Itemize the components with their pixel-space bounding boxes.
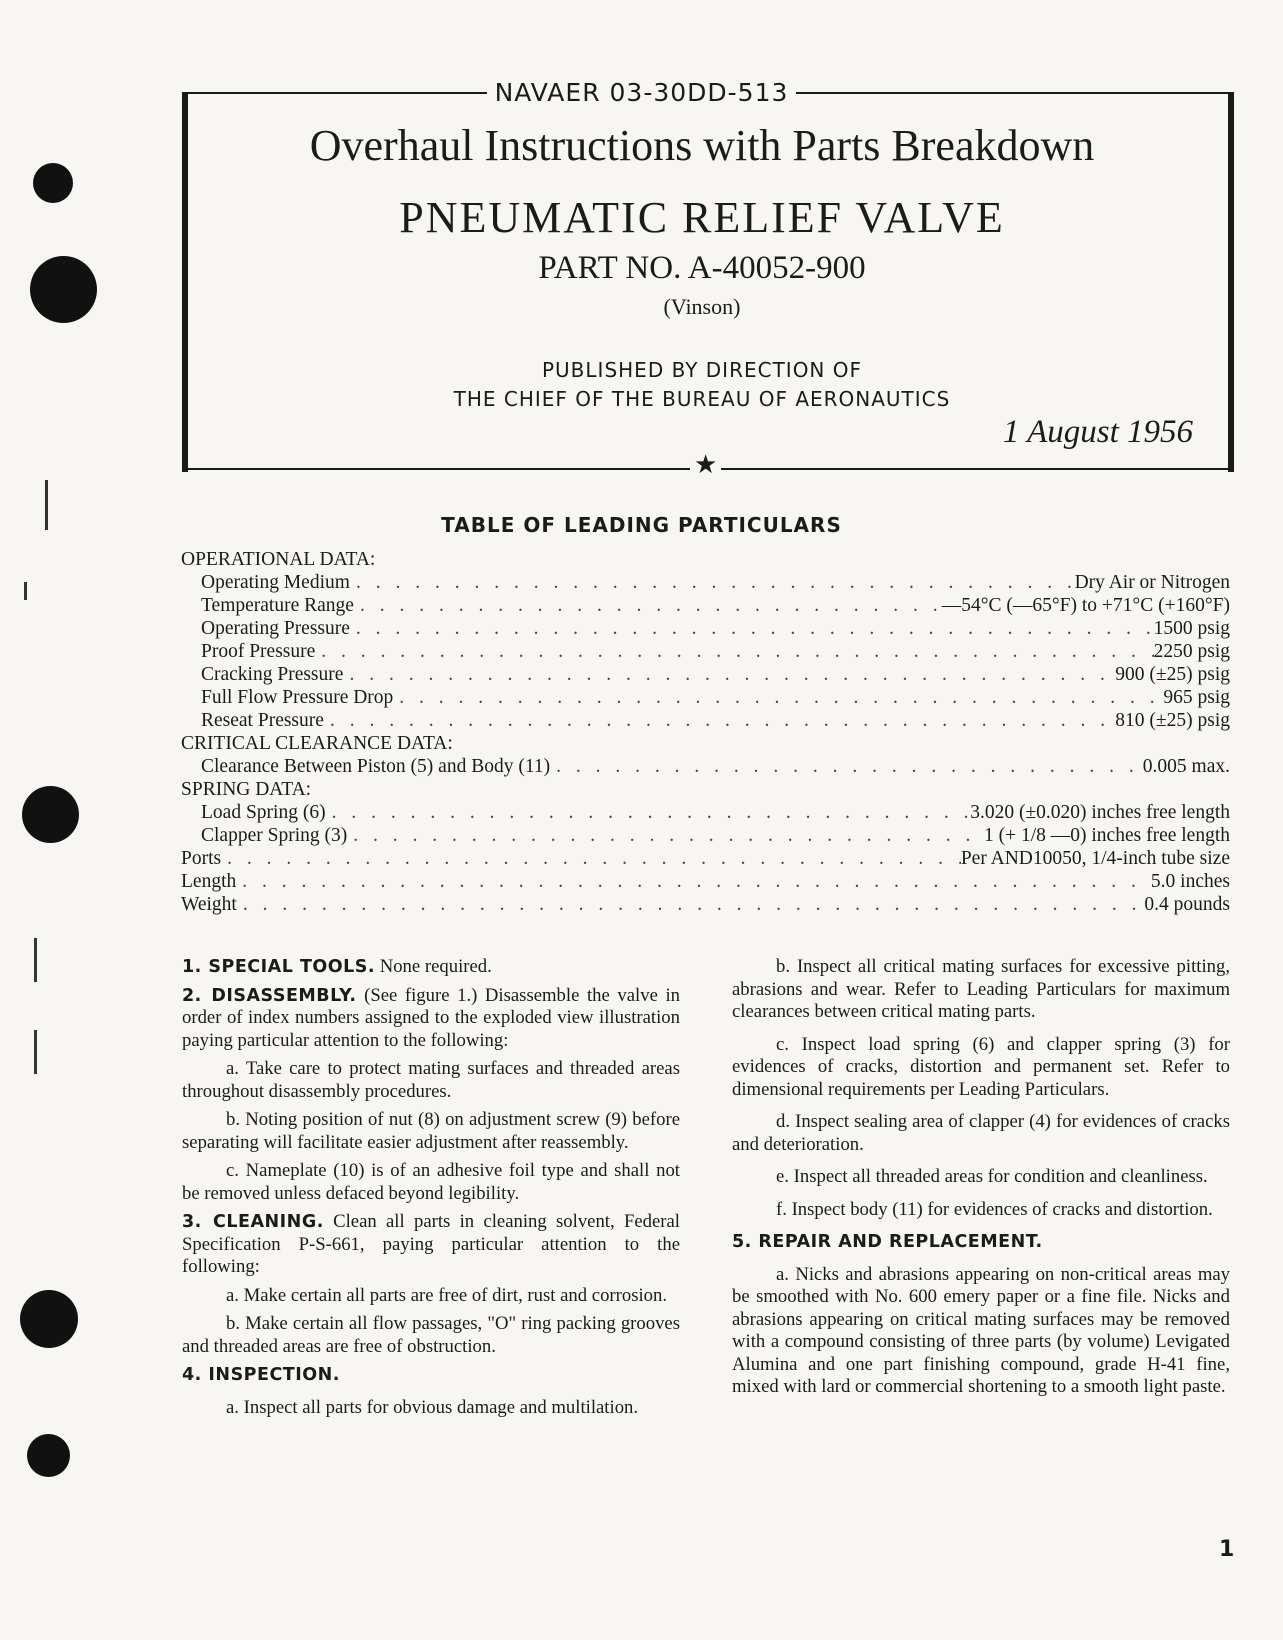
particulars-row (181, 755, 1230, 778)
left-column (182, 956, 680, 1425)
leader-dots (324, 709, 1115, 732)
particulars-label: SPRING DATA: (181, 779, 312, 800)
cleaning-item-a: a. Make certain all parts are free of dirt, rust and corrosion. (226, 1284, 668, 1306)
disassembly-item-a: a. Take care to protect mating surfaces and threaded areas throughout disassembly procedures. (182, 1058, 680, 1102)
particulars-row (181, 709, 1230, 732)
manufacturer: (Vinson) (663, 294, 741, 319)
particulars-group-heading (181, 548, 1230, 571)
leader-dots (221, 847, 961, 870)
right-column (732, 956, 1230, 1405)
inspection-item-d: d. Inspect sealing area of clapper (4) for evidences of cracks and deterioration. (732, 1111, 1230, 1155)
particulars-value: 1500 psig (1153, 618, 1230, 639)
particulars-value: Dry Air or Nitrogen (1074, 572, 1230, 593)
particulars-value: 0.4 pounds (1144, 894, 1230, 915)
section-disassembly: 2. DISASSEMBLY. (See figure 1.) Disassemble the valve in order of index numbers assigned to the exploded view illustration paying particular attention to the following: (182, 984, 680, 1051)
particulars-label: OPERATIONAL DATA: (181, 549, 376, 570)
particulars-label: Reseat Pressure (201, 710, 324, 731)
particulars-group-heading (181, 732, 1230, 755)
leader-dots (237, 893, 1145, 916)
particulars-group-heading (181, 778, 1230, 801)
leading-particulars-table (181, 548, 1230, 916)
particulars-label: Temperature Range (201, 595, 354, 616)
particulars-value: 810 (±25) psig (1115, 710, 1230, 731)
leading-particulars-title: TABLE OF LEADING PARTICULARS (441, 513, 842, 537)
particulars-label: CRITICAL CLEARANCE DATA: (181, 733, 453, 754)
leader-dots (343, 663, 1115, 686)
document-number: NAVAER 03-30DD-513 (0, 78, 1283, 107)
particulars-row (181, 571, 1230, 594)
leader-dots (347, 824, 984, 847)
published-line-1: PUBLISHED BY DIRECTION OF (541, 358, 862, 382)
particulars-value: 5.0 inches (1150, 871, 1230, 892)
section-repair-replacement: 5. REPAIR AND REPLACEMENT. (732, 1232, 1043, 1252)
particulars-label: Proof Pressure (201, 641, 316, 662)
particulars-label: Full Flow Pressure Drop (201, 687, 394, 708)
leader-dots (393, 686, 1163, 709)
leader-dots (236, 870, 1151, 893)
particulars-value: 900 (±25) psig (1115, 664, 1230, 685)
particulars-value: 0.005 max. (1142, 756, 1230, 777)
disassembly-item-c: c. Nameplate (10) is of an adhesive foil type and shall not be removed unless defaced beyond legibility. (182, 1160, 680, 1204)
particulars-row (181, 640, 1230, 663)
particulars-value: —54°C (—65°F) to +71°C (+160°F) (941, 595, 1230, 616)
binder-hole-5 (27, 1434, 70, 1477)
repair-item-a: a. Nicks and abrasions appearing on non-critical areas may be smoothed with No. 600 emery paper or a fine file. Nicks and abrasions appearing on critical mating surfaces may be removed with a compound consisting of three parts (by volume) Levigated Alumina and one part finishing compound, grade H-41 fine, mixed with lard or commercial shortening to a smooth light paste. (732, 1263, 1230, 1397)
particulars-label: Operating Pressure (201, 618, 350, 639)
inspection-item-c: c. Inspect load spring (6) and clapper spring (3) for evidences of cracks, distortion and permanent set. Refer to dimensional requirements per Leading Particulars. (732, 1033, 1230, 1100)
particulars-row (181, 824, 1230, 847)
document-title: Overhaul Instructions with Parts Breakdown (309, 121, 1095, 170)
inspection-item-f: f. Inspect body (11) for evidences of cracks and distortion. (776, 1198, 1213, 1220)
particulars-value: 3.020 (±0.020) inches free length (970, 802, 1230, 823)
margin-mark (24, 582, 27, 600)
leader-dots (350, 571, 1075, 594)
page-number: 1 (1219, 1537, 1235, 1562)
particulars-label: Clearance Between Piston (5) and Body (11) (201, 756, 551, 777)
margin-mark (34, 938, 37, 982)
published-line-2: THE CHIEF OF THE BUREAU OF AERONAUTICS (453, 387, 951, 411)
particulars-label: Operating Medium (201, 572, 350, 593)
margin-mark (34, 1030, 37, 1074)
cleaning-item-b: b. Make certain all flow passages, "O" ring packing grooves and threaded areas are free of obstruction. (182, 1313, 680, 1357)
part-number: PART NO. A-40052-900 (538, 250, 866, 286)
particulars-label: Weight (181, 894, 237, 915)
particulars-row (181, 870, 1230, 893)
binder-hole-4 (20, 1290, 78, 1348)
particulars-row (181, 594, 1230, 617)
particulars-label: Cracking Pressure (201, 664, 344, 685)
inspection-item-a: a. Inspect all parts for obvious damage and multilation. (226, 1396, 639, 1418)
leader-dots (315, 640, 1153, 663)
leader-dots (354, 594, 942, 617)
section-inspection: 4. INSPECTION. (182, 1365, 340, 1385)
document-subject: PNEUMATIC RELIEF VALVE (399, 193, 1005, 242)
particulars-row (181, 801, 1230, 824)
leader-dots (550, 755, 1143, 778)
binder-hole-2 (30, 256, 97, 323)
particulars-label: Length (181, 871, 237, 892)
particulars-row (181, 663, 1230, 686)
section-cleaning: 3. CLEANING. Clean all parts in cleaning solvent, Federal Specification P-S-661, paying particular attention to the following: (182, 1211, 680, 1277)
inspection-item-b: b. Inspect all critical mating surfaces for excessive pitting, abrasions and wear. Refer to Leading Particulars for maximum clearances between critical mating parts. (732, 956, 1230, 1022)
particulars-value: Per AND10050, 1/4-inch tube size (960, 848, 1230, 869)
star-icon: ★ (690, 452, 721, 478)
particulars-label: Clapper Spring (3) (201, 825, 348, 846)
particulars-row (181, 617, 1230, 640)
particulars-label: Ports (181, 848, 222, 869)
particulars-value: 1 (+ 1/8 —0) inches free length (983, 825, 1230, 846)
particulars-value: 2250 psig (1153, 641, 1230, 662)
publication-date: 1 August 1956 (1002, 414, 1193, 450)
particulars-label: Load Spring (6) (201, 802, 326, 823)
particulars-row (181, 847, 1230, 870)
particulars-row (181, 893, 1230, 916)
inspection-item-e: e. Inspect all threaded areas for condition and cleanliness. (776, 1166, 1208, 1187)
leader-dots (326, 801, 971, 824)
disassembly-item-b: b. Noting position of nut (8) on adjustment screw (9) before separating will facilitate easier adjustment after reassembly. (182, 1109, 680, 1153)
section-special-tools: 1. SPECIAL TOOLS. None required. (182, 956, 492, 977)
particulars-value: 965 psig (1163, 687, 1230, 708)
binder-hole-1 (33, 163, 73, 203)
particulars-row (181, 686, 1230, 709)
leader-dots (350, 617, 1154, 640)
binder-hole-3 (22, 786, 79, 843)
